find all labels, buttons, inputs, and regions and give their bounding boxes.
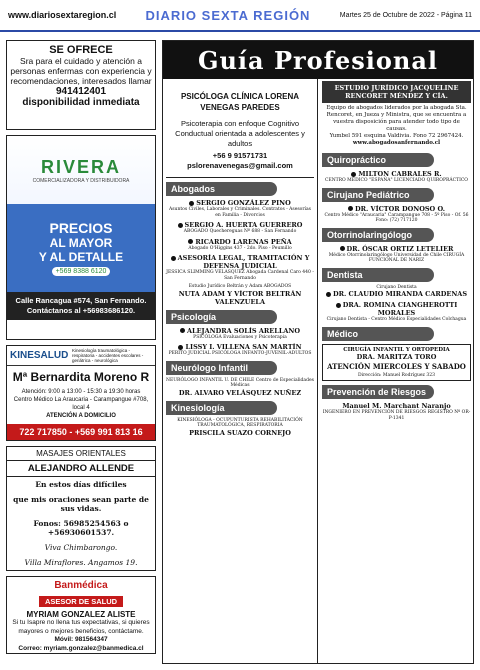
section-medico: Médico xyxy=(322,327,434,341)
section-kinesiologia: Kinesiología xyxy=(166,401,277,415)
rivera-logo-text: RIVERA xyxy=(40,156,121,177)
estudio-juridico-title: ESTUDIO JURÍDICO JACQUELINE RENCORET MÉNDEZ Y CÍA. xyxy=(322,81,471,103)
list-item: DR. VÍCTOR DONOSO O. Centro Médico "Araucaria" Carampangue 708 - 5º Piso - Of. 56 Fono: (72) 717120 xyxy=(324,204,469,223)
rivera-footer xyxy=(7,292,155,320)
bullet-icon xyxy=(171,256,176,261)
promo-line-2: AL MAYOR xyxy=(49,236,113,250)
rivera-logo xyxy=(7,136,155,204)
ad-se-ofrece xyxy=(6,40,156,130)
left-ads-column xyxy=(6,40,156,659)
banmedica-name: MYRIAM GONZALEZ ALISTE xyxy=(26,610,136,619)
list-item: Manuel M. Marchant Naranjo INGENIERO EN PREVENCIÓN DE RIESGOS REGISTRO Nº OR-P-1341 xyxy=(322,402,471,421)
kinesalud-desc: Kinesiología traumatológica - respiratoria - accidentes escolares - geriátrica - neurológica xyxy=(72,348,144,363)
psicologa-title: PSICÓLOGA CLÍNICA LORENA VENEGAS PAREDES xyxy=(180,92,300,112)
ad-body: Sra para el cuidado y atención a personas enfermas con experiencia y recomendaciones, interesados llamar xyxy=(10,56,152,86)
masajes-phones: Fonos: 56985254563 o +56930601537. xyxy=(33,519,129,537)
section-quiropractico: Quiropráctico xyxy=(322,153,434,167)
kinesalud-logo: KINESALUD xyxy=(10,350,69,361)
bullet-icon xyxy=(326,292,331,297)
list-item: KINESIÓLOGA - OCUPUNTURISTA REHABILITACIÓN TRAUMATOLÓGICA, RESPIRATORIA PRISCILA SUAZO CORNEJO xyxy=(177,417,303,437)
list-item: MILTON CABRALES R. CENTRO MÉDICO "ESPAÑA" LICENCIADO QUIROPRÁCTICO xyxy=(325,170,468,183)
masajes-place-2: Villa Miraflores. Angamos 19. xyxy=(24,558,138,567)
page-date: Martes 25 de Octubre de 2022 - Página 11 xyxy=(339,11,472,19)
bullet-icon xyxy=(178,223,183,228)
masajes-line-1: En estos días difíciles xyxy=(35,480,127,489)
psicologa-mail: pslorenavenegas@gmail.com xyxy=(187,161,293,170)
guia-banner: Guía Profesional xyxy=(163,41,473,79)
masajes-line-2: que mis oraciones sean parte de sus vidas. xyxy=(13,495,149,513)
masajes-title: MASAJES ORIENTALES xyxy=(7,447,155,461)
bullet-icon xyxy=(188,239,193,244)
ad-masajes xyxy=(6,446,156,571)
banmedica-title: ASESOR DE SALUD xyxy=(39,596,123,607)
ad-title: SE OFRECE xyxy=(49,44,113,56)
bullet-icon xyxy=(340,246,345,251)
section-otorrino: Otorrinolaringólogo xyxy=(322,228,434,242)
banmedica-body: Si tu Isapre no llena tus expectativas, si quieres mayores o mejores beneficios, contáctame. xyxy=(12,619,150,635)
site-url[interactable]: www.diariosextaregion.cl xyxy=(8,10,117,20)
promo-phone: +569 8388 6120 xyxy=(52,267,111,276)
kinesalud-center: Centro Médico La Araucaria - Carampangue #708, local 4 xyxy=(13,397,149,411)
list-item: Estudio Jurídico Beltrán y Adam ABOGADOS NUTA ADAM Y VÍCTOR BELTRÁN VALENZUELA xyxy=(178,284,302,306)
ad-banmedica xyxy=(6,576,156,654)
page-header xyxy=(0,0,480,32)
list-item: ASESORÍA LEGAL, TRAMITACIÓN Y DEFENSA JUDICIAL JESSICA SLIMMING VELASQUEZ Abogada Cardenal Caro 440 - San Fernando xyxy=(166,254,314,281)
promo-line-3: Y AL DETALLE xyxy=(38,250,124,264)
rivera-address: Calle Rancagua #574, San Fernando. xyxy=(15,296,147,305)
list-item: RICARDO LARENAS PEÑA Abogado O'Higgins 437 - 2do. Piso - Peumillo xyxy=(188,237,292,251)
psicologa-desc: Psicoterapia con enfoque Cognitivo Conductual orientada a adolescentes y adultos xyxy=(175,119,305,148)
rivera-contact: Contáctanos al +56983686120. xyxy=(26,306,136,315)
section-psicologia: Psicología xyxy=(166,310,277,324)
list-item: LISSY I. VILLENA SAN MARTÍN PERITO JUDICIAL PSICÓLOGA INFANTO-JUVENIL-ADULTOS xyxy=(168,343,312,356)
section-prevencion-riesgos: Prevención de Riesgos xyxy=(322,385,434,399)
ad-phone: 941412401 xyxy=(55,86,107,97)
ad-kinesalud xyxy=(6,345,156,441)
bullet-icon xyxy=(178,345,183,350)
bullet-icon xyxy=(189,201,194,206)
list-item: NEURÓLOGO INFANTIL U. DE CHILE Centro de Especialidades Médicas DR. ALVARO VELÁSQUEZ NUÑEZ xyxy=(166,377,314,397)
kinesalud-top xyxy=(7,346,155,366)
list-item: DR. ÓSCAR ORTIZ LETELIER Médico Otorrinolaringólogo Universidad de Chile CIRUGÍA FUNCIONAL DE NARIZ xyxy=(328,244,465,263)
guia-left-column xyxy=(163,79,318,663)
newspaper-brand: DIARIO SEXTA REGIÓN xyxy=(145,7,311,23)
list-item: SERGIO GONZÁLEZ PINO Asuntos Civiles, Laborales y Criminales. Contratos - Asesorías en Familia - Divorcios xyxy=(169,199,311,218)
banmedica-logo: Banmédica xyxy=(54,580,108,591)
kinesalud-name: Mª Bernardita Moreno R xyxy=(12,370,150,384)
section-abogados: Abogados xyxy=(166,182,277,196)
guia-profesional xyxy=(162,40,474,664)
banmedica-movil: Móvil: 981564347 xyxy=(54,636,108,643)
bullet-icon xyxy=(348,206,353,211)
section-neurologo: Neurólogo Infantil xyxy=(166,361,277,375)
masajes-place-1: Viva Chimbarongo. xyxy=(44,543,118,552)
ad-rivera xyxy=(6,135,156,340)
section-cirujano-pediatrico: Cirujano Pediátrico xyxy=(322,188,434,202)
masajes-name: ALEJANDRO ALLENDE xyxy=(7,461,155,477)
kinesalud-home: ATENCIÓN A DOMICILIO xyxy=(46,413,116,419)
bullet-icon xyxy=(351,172,356,177)
rivera-logo-sub: COMERCIALIZADORA Y DISTRIBUIDORA xyxy=(32,177,130,184)
bullet-icon xyxy=(336,303,341,308)
rivera-promo xyxy=(7,204,155,292)
psicologa-ad xyxy=(166,81,314,178)
banmedica-mail: Correo: myriam.gonzalez@banmedica.cl xyxy=(18,644,144,652)
kinesalud-phones: 722 717850 - +569 991 813 16 xyxy=(7,424,155,440)
kinesalud-hours: Atención: 9:00 a 13:00 - 15:30 a 19:30 horas xyxy=(21,389,141,395)
list-item: SERGIO A. HUERTA GUERRERO ABOGADO Quechereguas Nº 688 - San Fernando xyxy=(166,221,314,235)
list-item: ALEJANDRA SOLÍS ARELLANO PSICÓLOGA Evaluaciones y Psicoterapia xyxy=(166,327,314,341)
psicologa-phone: +56 9 91571731 xyxy=(212,151,268,160)
guia-right-column xyxy=(319,79,474,426)
bullet-icon xyxy=(180,328,185,333)
section-dentista: Dentista xyxy=(322,268,434,282)
promo-line-1: PRECIOS xyxy=(49,220,113,236)
list-item: Cirujano Dentista DR. CLAUDIO MIRANDA CARDENAS xyxy=(322,285,471,299)
medico-ad: CIRUGÍA INFANTIL Y ORTOPEDIA DRA. MARITZA TORO ATENCIÓN MIERCOLES Y SABADO Dirección: Manuel Rodríguez 323 xyxy=(322,344,471,382)
list-item: DRA. ROMINA CIANGHEROTTI MORALES Cirujano Dentista - Centro Médico Especialidades Colchagua xyxy=(326,301,467,322)
ad-availability: disponibilidad inmediata xyxy=(22,97,140,108)
estudio-juridico-body: Equipo de abogados liderados por la abogada Sta. Rencoret, en Jueza y Ministra, que se encuentra a vuestra disposición para atender todo tipo de causas. Yumbel 591 esquina Valdivia. Fono 72 2967424. www.abogadosanfernando.cl xyxy=(326,105,467,146)
